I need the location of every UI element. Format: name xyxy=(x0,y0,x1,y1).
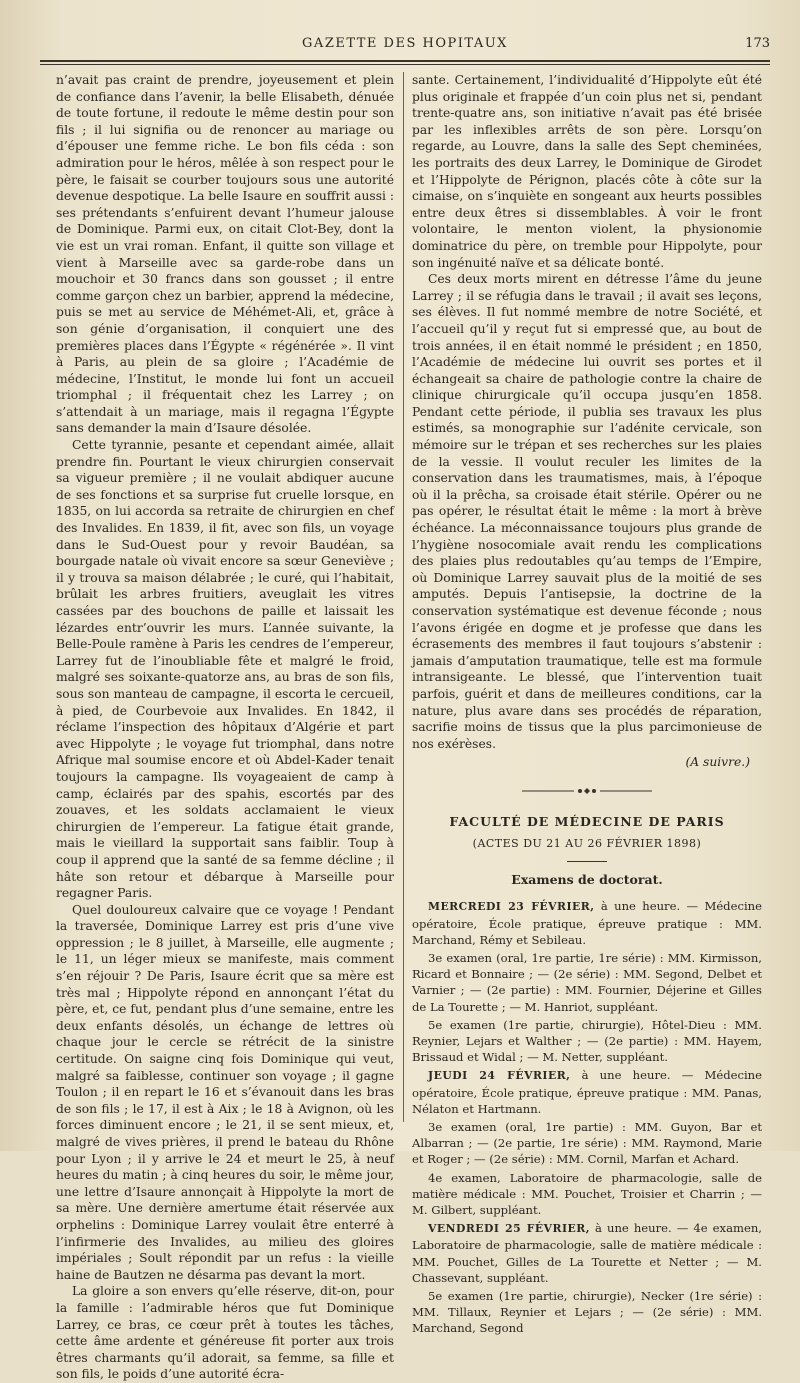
paragraph: Cette tyrannie, pesante et cependant aimée, allait prendre fin. Pourtant le vieux chirurgien conservait sa vigueur première ; il ne voulait abdiquer aucune de ses fonctions et sa surprise fut cruelle lorsque, en 1835, on lui accorda sa retraite de chirurgien en chef des Invalides. En 1839, il fit, avec son fils, un voyage dans le Sud-Ouest pour y revoir Baudéan, sa bourgade natale où vivait encore sa sœur Geneviève ; il y trouva sa maison délabrée ; le curé, qui l’habitait, brûlait les arbres fruitiers, aveuglait les vitres cassées par des bouchons de paille et laissait les lézardes entr’ouvrir les murs. L’année suivante, la Belle-Poule ramène à Paris les cendres de l’empereur, Larrey fut de l’inoubliable fête et malgré le froid, malgré ses soixante-quatorze ans, au bras de son fils, sous son manteau de campagne, il escorta le cercueil, à pied, de Courbevoie aux Invalides. En 1842, il réclame l’inspection des hôpitaux d’Algérie et part avec Hippolyte ; le voyage fut triomphal, dans notre Afrique mal soumise encore et où Abdel-Kader tenait toujours la campagne. Ils voyageaient de camp à camp, éclairés par des spahis, escortés par des zouaves, et les soldats acclamaient le vieux chirurgien de l’empereur. La fatigue était grande, mais le vieillard la supportait sans faiblir. Toup à coup il apprend que la santé de sa femme décline ; il hâte son retour et débarque à Marseille pour regagner Paris. xyxy=(56,438,394,901)
exam-entry xyxy=(412,1170,762,1219)
page-number: 173 xyxy=(745,36,770,51)
exam-text: 4e examen, Laboratoire de pharmacologie, salle de matière médicale : MM. Pouchet, Troisier et Charrin ; — M. Gilbert, suppléant. xyxy=(412,1170,762,1217)
exam-text: 5e examen (1re partie, chirurgie), Necker (1re série) : MM. Tillaux, Reynier et Lejars ; — (2e série) : MM. Marchand, Segond xyxy=(412,1288,762,1336)
page-header xyxy=(40,32,770,54)
exam-entry xyxy=(412,1288,762,1337)
exam-list xyxy=(412,898,762,1336)
faculty-heading: FACULTÉ DE MÉDECINE DE PARIS xyxy=(449,813,725,829)
exam-entry xyxy=(412,1119,762,1168)
header-rule xyxy=(40,60,770,62)
to-be-continued: (A suivre.) xyxy=(685,755,750,770)
exam-text: à une heure. — Médecine opératoire, École pratique, épreuve pratique : MM. Panas, Nélaton et Hartmann. xyxy=(412,1068,763,1116)
exam-day: VENDREDI 25 FÉVRIER, xyxy=(428,1222,590,1236)
header-rule-thin xyxy=(40,64,770,65)
paragraph: La gloire a son envers qu’elle réserve, dit-on, pour la famille : l’admirable héros que fut Dominique Larrey, ce bras, ce cœur prêt à toutes les tâches, cette âme ardente et généreuse fit porter aux trois êtres charmants qu’il adorait, sa femme, sa fille et son fils, le poids d’une autorité écra- xyxy=(56,1284,394,1382)
exam-text: 3e examen (oral, 1re partie) : MM. Guyon, Bar et Albarran ; — (2e partie, 1re série) : MM. Raymond, Marie et Roger ; — (2e série) : MM. Cornil, Marfan et Achard. xyxy=(412,1119,762,1167)
exam-day: JEUDI 24 FÉVRIER, xyxy=(428,1069,571,1083)
paragraph: sante. Certainement, l’individualité d’Hippolyte eût été plus originale et frappée d’un coin plus net si, pendant trente-quatre ans, son initiative n’avait pas été brisée par les inflexibles arrêts de son père. Lorsqu’on regarde, au Louvre, dans la salle des Sept cheminées, les portraits des deux Larrey, le Dominique de Girodet et l’Hippolyte de Pérignon, placés côte à côte sur la cimaise, on s’inquiète en songeant aux heurts possibles entre deux êtres si dissemblables. À voir le front volontaire, le menton violent, la physionomie dominatrice du père, on tremble pour Hippolyte, pour son ingénuité naïve et sa délicate bonté. xyxy=(412,73,762,270)
exam-entry xyxy=(412,950,762,1015)
ornament-rule-icon xyxy=(522,787,652,795)
faculty-subheading: (ACTES DU 21 AU 26 FÉVRIER 1898) xyxy=(472,837,702,851)
journal-title: GAZETTE DES HOPITAUX xyxy=(302,36,508,51)
short-rule xyxy=(567,861,607,862)
paragraph: n’avait pas craint de prendre, joyeusement et plein de confiance dans l’avenir, la belle Elisabeth, dénuée de toute fortune, il redoute le même destin pour son fils ; il lui signifia ou de renoncer au mariage ou d’épouser une femme riche. Le bon fils céda : son admiration pour le héros, mêlée à son respect pour le père, le faisait se courber toujours sous une autorité devenue despotique. La belle Isaure en souffrit aussi : ses prétendants s’enfuirent devant l’humeur jalouse de Dominique. Parmi eux, on citait Clot-Bey, dont la vie est un vrai roman. Enfant, il quitte son village et vient à Marseille avec sa garde-robe dans un mouchoir et 30 francs dans son gousset ; il entre comme garçon chez un barbier, apprend la médecine, puis se met au service de Méhémet-Ali, et, grâce à son génie d’organisation, il conquiert une des premières places dans l’Égypte « régénérée ». Il vint à Paris, au plein de sa gloire ; l’Académie de médecine, l’Institut, le monde lui font un accueil triomphal ; il fréquentait chez les Larrey ; on s’attendait à un mariage, mais il regagna l’Égypte sans demander la main d’Isaure désolée. xyxy=(56,73,394,436)
column-divider xyxy=(403,72,404,1122)
right-column xyxy=(412,72,762,1339)
exam-text: 5e examen (1re partie, chirurgie), Hôtel-Dieu : MM. Reynier, Lejars et Walther ; — (2e partie) : MM. Hayem, Brissaud et Widal ; — M. Netter, suppléant. xyxy=(412,1017,762,1065)
exam-entry xyxy=(412,1067,762,1117)
exam-section-title: Examens de doctorat. xyxy=(511,871,663,887)
exam-text: à une heure. — 4e examen, Laboratoire de pharmacologie, salle de matière médicale : MM. Pouchet, Gilles de La Tourette et Netter ; — M. Chassevant, suppléant. xyxy=(412,1221,762,1285)
section-ornament xyxy=(412,785,762,802)
paragraph: Ces deux morts mirent en détresse l’âme du jeune Larrey ; il se réfugia dans le travail ; il avait ses leçons, ses élèves. Il fut nommé membre de notre Société, et l’accueil qu’il y reçut fut si empressé que, au bout de trois années, il en était nommé le président ; en 1850, l’Académie de médecine lui ouvrit ses portes et il échangeait sa chaire de pathologie contre la chaire de clinique chirurgicale qu’il occupa jusqu’en 1858. Pendant cette période, il publia ses travaux les plus estimés, sa monographie sur l’adénite cervicale, son mémoire sur le trépan et ses recherches sur les plaies de la vessie. Il voulut reculer les limites de la conservation dans les traumatismes, mais, à l’époque où il la prêcha, sa croisade était stérile. Opérer ou ne pas opérer, le résultat était le même : la mort à brève échéance. La méconnaissance toujours plus grande de l’hygiène nosocomiale avait rendu les complications des plaies plus redoutables qu’au temps de l’Empire, où Dominique Larrey sauvait plus de la moitié de ses amputés. Depuis l’antisepsie, la doctrine de la conservation systématique est devenue féconde ; nous l’avons érigée en dogme et je professe que dans les écrasements des membres il faut toujours s’abstenir : jamais d’amputation traumatique, telle est ma formule intransigeante. Le blessé, que l’intervention tuait parfois, guérit et dans de meilleures conditions, car la nature, plus avare dans ses procédés de réparation, sacrifie moins de tissus que la plus parcimonieuse de nos exérèses. xyxy=(412,272,762,751)
exam-day: MERCREDI 23 FÉVRIER, xyxy=(428,900,595,914)
exam-text: 3e examen (oral, 1re partie, 1re série) : MM. Kirmisson, Ricard et Bonnaire ; — (2e série) : MM. Segond, Delbet et Varnier ; — (2e partie) : MM. Fournier, Déjerine et Gilles de La Tourette ; — M. Hanriot, suppléant. xyxy=(412,950,762,1014)
left-column xyxy=(56,72,394,1383)
exam-text: à une heure. — Médecine opératoire, École pratique, épreuve pratique : MM. Marchand, Rémy et Sebileau. xyxy=(412,899,762,947)
paragraph: Quel douloureux calvaire que ce voyage ! Pendant la traversée, Dominique Larrey est pris d’une vive oppression ; le 8 juillet, à Marseille, elle augmente ; le 11, un léger mieux se manifeste, mais comment s’en réjouir ? De Paris, Isaure écrit que sa mère est très mal ; Hippolyte répond en annonçant l’état du père, et, ce fut, pendant plus d’une semaine, entre les deux enfants désolés, un échange de lettres où chaque jour le cercle se rétrécit de la sinistre certitude. On saigne cinq fois Dominique qui veut, malgré sa faiblesse, continuer son voyage ; il gagne Toulon ; il en repart le 16 et s’évanouit dans les bras de son fils ; le 17, il est à Aix ; le 18 à Avignon, où les forces diminuent encore ; le 21, il se sent mieux, et, malgré de vives prières, il prend le bateau du Rhône pour Lyon ; il y arrive le 24 et meurt le 25, à neuf heures du matin ; à cinq heures du soir, le même jour, une lettre d’Isaure annonçait à Hippolyte la mort de sa mère. Une dernière amertume était réservée aux orphelins : Dominique Larrey voulait être enterré à l’infirmerie des Invalides, au milieu des gloires impériales ; Soult répondit par un refus : la vieille haine de Bautzen ne désarma pas devant la mort. xyxy=(56,902,394,1282)
exam-entry xyxy=(412,898,762,948)
exam-entry xyxy=(412,1220,762,1286)
exam-entry xyxy=(412,1017,762,1066)
